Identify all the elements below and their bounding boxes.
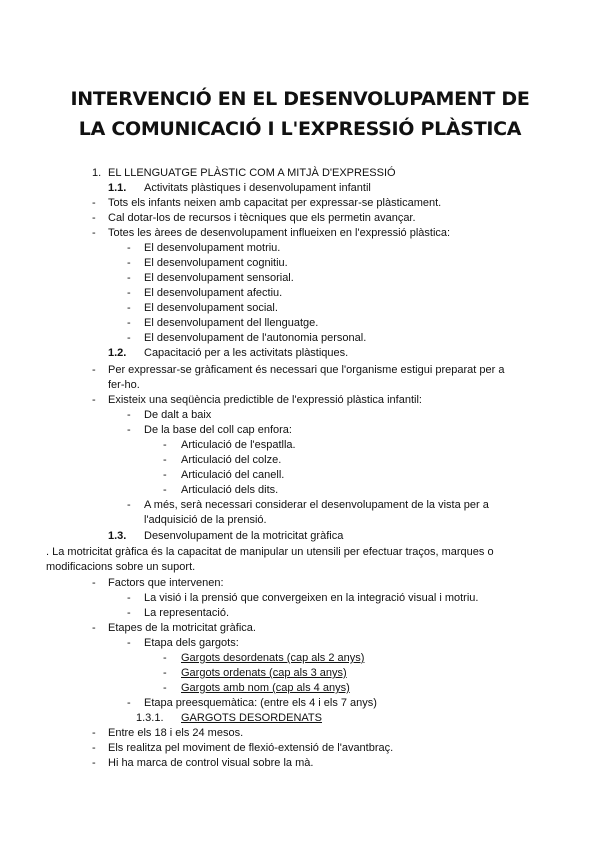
bullet-item: Totes les àrees de desenvolupament influeixen en l'expressió plàstica: xyxy=(108,227,451,239)
dash-marker: - xyxy=(163,484,167,496)
dash-marker: - xyxy=(163,454,167,466)
dash-marker: - xyxy=(127,317,131,329)
joint-item: Articulació del canell. xyxy=(181,469,285,481)
scribble-item: Gargots amb nom (cap als 4 anys) xyxy=(181,682,350,694)
bullet-item: Els realitza pel moviment de flexió-extensió de l'avantbraç. xyxy=(108,742,394,754)
title-line-2: LA COMUNICACIÓ I L'EXPRESSIÓ PLÀSTICA xyxy=(78,118,522,140)
dash-marker: - xyxy=(127,424,131,436)
area-item: El desenvolupament de l'autonomia personal. xyxy=(144,332,367,344)
dash-marker: - xyxy=(127,607,131,619)
stage-item: Etapa preesquemàtica: (entre els 4 i els 7 anys) xyxy=(144,697,377,709)
bullet-item: Per expressar-se gràficament és necessari que l'organisme estigui preparat per a xyxy=(108,364,505,376)
area-item: El desenvolupament social. xyxy=(144,302,278,314)
sequence-item-continuation: l'adquisició de la prensió. xyxy=(144,514,267,526)
dash-marker: - xyxy=(127,332,131,344)
bullet-item-continuation: fer-ho. xyxy=(108,379,140,391)
section-number: 1. xyxy=(92,167,102,179)
bullet-item: Entre els 18 i els 24 mesos. xyxy=(108,727,244,739)
dash-marker: - xyxy=(127,287,131,299)
dash-marker: - xyxy=(92,727,96,739)
bullet-item: Hi ha marca de control visual sobre la mà. xyxy=(108,757,314,769)
dash-marker: - xyxy=(92,742,96,754)
subsection-number-1-2: 1.2. xyxy=(108,347,127,359)
dash-marker: - xyxy=(127,409,131,421)
subsection-title-1-3-1: GARGOTS DESORDENATS xyxy=(181,712,322,724)
dash-marker: - xyxy=(92,577,96,589)
bullet-item: Cal dotar-los de recursos i tècniques que els permetin avançar. xyxy=(108,212,416,224)
area-item: El desenvolupament del llenguatge. xyxy=(144,317,319,329)
dash-marker: - xyxy=(127,592,131,604)
sequence-item: De la base del coll cap enfora: xyxy=(144,424,292,436)
paragraph-line: . La motricitat gràfica és la capacitat de manipular un utensili per efectuar traços, marques o xyxy=(46,546,494,558)
joint-item: Articulació de l'espatlla. xyxy=(181,439,296,451)
subsection-title-1-3: Desenvolupament de la motricitat gràfica xyxy=(144,530,344,542)
factor-item: La representació. xyxy=(144,607,229,619)
dash-marker: - xyxy=(163,682,167,694)
dash-marker: - xyxy=(163,652,167,664)
area-item: El desenvolupament motriu. xyxy=(144,242,281,254)
area-item: El desenvolupament sensorial. xyxy=(144,272,294,284)
dash-marker: - xyxy=(127,637,131,649)
joint-item: Articulació dels dits. xyxy=(181,484,279,496)
dash-marker: - xyxy=(127,242,131,254)
subsection-title-1-1: Activitats plàstiques i desenvolupament infantil xyxy=(144,182,371,194)
area-item: El desenvolupament afectiu. xyxy=(144,287,283,299)
stage-item: Etapa dels gargots: xyxy=(144,637,239,649)
dash-marker: - xyxy=(127,499,131,511)
paragraph-line: modificacions sobre un suport. xyxy=(46,561,196,573)
dash-marker: - xyxy=(92,394,96,406)
subsection-number-1-1: 1.1. xyxy=(108,182,127,194)
dash-marker: - xyxy=(163,469,167,481)
factor-item: La visió i la prensió que convergeixen en la integració visual i motriu. xyxy=(144,592,479,604)
dash-marker: - xyxy=(127,257,131,269)
dash-marker: - xyxy=(92,622,96,634)
dash-marker: - xyxy=(163,667,167,679)
subsection-title-1-2: Capacitació per a les activitats plàstiques. xyxy=(144,347,349,359)
joint-item: Articulació del colze. xyxy=(181,454,282,466)
dash-marker: - xyxy=(127,302,131,314)
bullet-item: Existeix una seqüència predictible de l'expressió plàstica infantil: xyxy=(108,394,422,406)
bullet-item: Etapes de la motricitat gràfica. xyxy=(108,622,256,634)
scribble-item: Gargots desordenats (cap als 2 anys) xyxy=(181,652,365,664)
dash-marker: - xyxy=(92,212,96,224)
section-heading: EL LLENGUATGE PLÀSTIC COM A MITJÀ D'EXPRESSIÓ xyxy=(108,167,396,179)
area-item: El desenvolupament cognitiu. xyxy=(144,257,288,269)
subsection-number-1-3: 1.3. xyxy=(108,530,127,542)
sequence-item: A més, serà necessari considerar el desenvolupament de la vista per a xyxy=(144,499,489,511)
dash-marker: - xyxy=(92,364,96,376)
bullet-item: Factors que intervenen: xyxy=(108,577,224,589)
scribble-item: Gargots ordenats (cap als 3 anys) xyxy=(181,667,347,679)
dash-marker: - xyxy=(127,272,131,284)
dash-marker: - xyxy=(92,757,96,769)
bullet-item: Tots els infants neixen amb capacitat per expressar-se plàsticament. xyxy=(108,197,442,209)
dash-marker: - xyxy=(92,227,96,239)
subsection-number-1-3-1: 1.3.1. xyxy=(136,712,164,724)
dash-marker: - xyxy=(127,697,131,709)
sequence-item: De dalt a baix xyxy=(144,409,212,421)
dash-marker: - xyxy=(163,439,167,451)
document-title xyxy=(40,84,560,144)
title-line-1: INTERVENCIÓ EN EL DESENVOLUPAMENT DE xyxy=(70,88,530,110)
dash-marker: - xyxy=(92,197,96,209)
